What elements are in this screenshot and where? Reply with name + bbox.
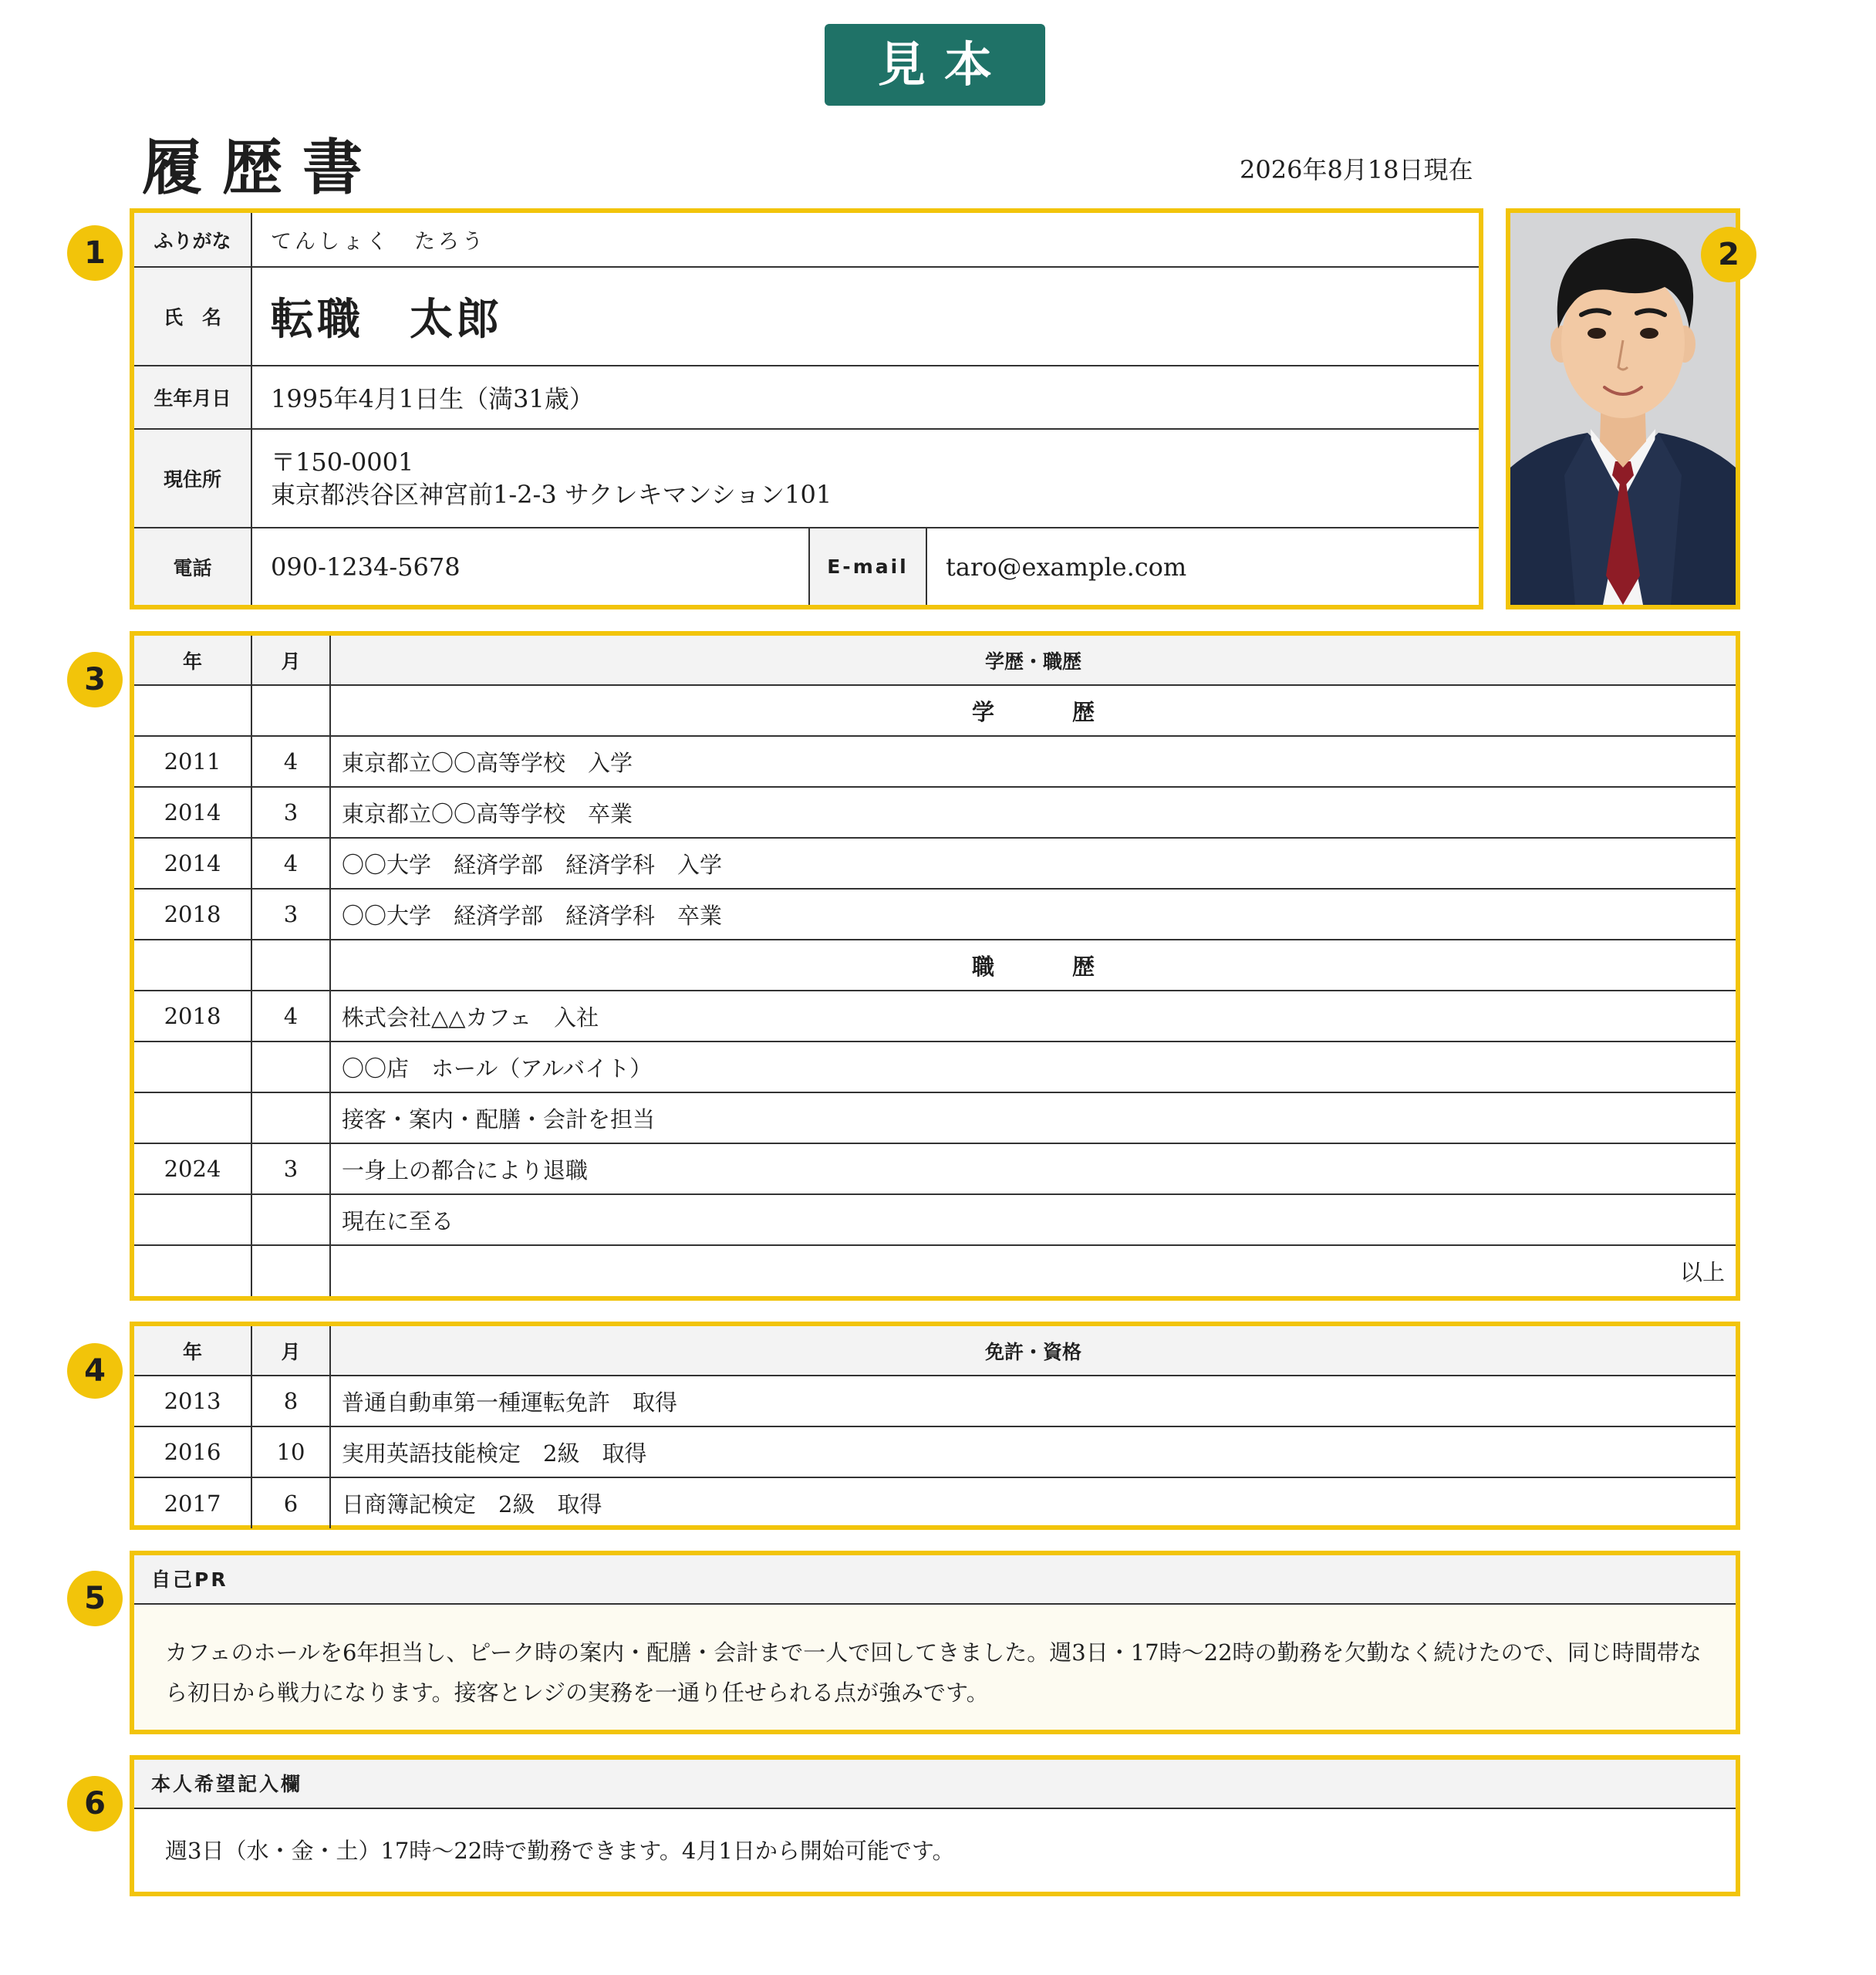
month-cell: 3 [251,1143,330,1194]
licenses-table [134,1326,1736,1528]
table-row [134,991,1736,1042]
year-cell: 2014 [134,838,251,889]
month-cell: 4 [251,838,330,889]
month-cell: 4 [251,736,330,787]
year-cell: 2014 [134,787,251,838]
self-pr-text: カフェのホールを6年担当し、ピーク時の案内・配膳・会計まで一人で回してきました。週3日・17時〜22時の勤務を欠勤なく続けたので、同じ時間帯なら初日から戦力になります。接客とレジの実務を一通り任せられる点が強みです。 [165,1639,1702,1706]
content-cell: 日商簿記検定 2級 取得 [330,1477,1736,1528]
phone-label: 電話 [134,528,251,605]
licenses-header-row [134,1326,1736,1376]
badge-5: 5 [67,1571,123,1626]
month-header: 月 [251,636,330,685]
table-row [134,1376,1736,1426]
personal-info-table [134,213,1479,605]
year-cell [134,1042,251,1092]
address-row [134,429,1479,528]
address-value [251,429,1479,528]
year-cell: 2013 [134,1376,251,1426]
birth-value: 1995年4月1日生（満31歳） [251,366,1479,429]
history-header-row [134,636,1736,685]
self-pr-section [130,1551,1740,1734]
content-cell: 実用英語技能検定 2級 取得 [330,1426,1736,1477]
month-cell: 6 [251,1477,330,1528]
month-cell [251,1194,330,1245]
email-value: taro@example.com [926,528,1479,605]
badge-6: 6 [67,1776,123,1832]
content-cell: 接客・案内・配膳・会計を担当 [330,1092,1736,1143]
content-cell: 〇〇大学 経済学部 経済学科 入学 [330,838,1736,889]
name-value: 転職 太郎 [251,267,1479,366]
year-cell: 2017 [134,1477,251,1528]
content-cell: 普通自動車第一種運転免許 取得 [330,1376,1736,1426]
address-line: 東京都渋谷区神宮前1-2-3 サクレキマンション101 [271,480,832,509]
table-row [134,736,1736,787]
year-header: 年 [134,1326,251,1376]
furigana-row [134,213,1479,267]
document-title: 履歴書 [142,133,383,203]
wishes-text: 週3日（水・金・土）17時〜22時で勤務できます。4月1日から開始可能です。 [165,1838,955,1864]
content-cell: 株式会社△△カフェ 入社 [330,991,1736,1042]
self-pr-heading: 自己PR [134,1555,1736,1605]
phone-value: 090-1234-5678 [251,528,809,605]
month-cell: 3 [251,787,330,838]
year-cell: 2018 [134,889,251,940]
content-cell: 東京都立〇〇高等学校 卒業 [330,787,1736,838]
month-cell: 10 [251,1426,330,1477]
licenses-section [130,1322,1740,1530]
furigana-label: ふりがな [134,213,251,267]
personal-info-section [130,208,1483,609]
table-row [134,1092,1736,1143]
month-cell [251,1092,330,1143]
end-mark: 以上 [330,1245,1736,1296]
table-row [134,838,1736,889]
content-header: 免許・資格 [330,1326,1736,1376]
birth-label: 生年月日 [134,366,251,429]
month-cell: 3 [251,889,330,940]
table-row [134,787,1736,838]
history-section [130,631,1740,1301]
month-cell: 8 [251,1376,330,1426]
badge-2: 2 [1701,227,1756,282]
year-cell [134,1194,251,1245]
badge-4: 4 [67,1343,123,1399]
month-cell [251,1042,330,1092]
education-heading: 学 歴 [330,685,1736,736]
table-row [134,1042,1736,1092]
year-cell: 2018 [134,991,251,1042]
history-table [134,636,1736,1296]
wishes-heading: 本人希望記入欄 [134,1760,1736,1809]
postal-code: 〒150-0001 [271,447,414,477]
content-cell: 一身上の都合により退職 [330,1143,1736,1194]
year-cell: 2011 [134,736,251,787]
month-cell: 4 [251,991,330,1042]
table-row [134,889,1736,940]
table-row [134,1143,1736,1194]
birth-row [134,366,1479,429]
content-cell: 東京都立〇〇高等学校 入学 [330,736,1736,787]
content-cell: 〇〇大学 経済学部 経済学科 卒業 [330,889,1736,940]
month-header: 月 [251,1326,330,1376]
content-header: 学歴・職歴 [330,636,1736,685]
content-cell: 現在に至る [330,1194,1736,1245]
year-cell: 2016 [134,1426,251,1477]
education-heading-row [134,685,1736,736]
sample-banner: 見本 [825,24,1045,106]
table-row [134,1477,1736,1528]
table-row [134,1194,1736,1245]
end-row [134,1245,1736,1296]
document-date: 2026年8月18日現在 [1240,155,1473,184]
portrait-illustration [1510,213,1736,605]
wishes-section [130,1755,1740,1896]
work-heading: 職 歴 [330,940,1736,991]
address-label: 現住所 [134,429,251,528]
contact-row [134,528,1479,605]
badge-1: 1 [67,225,123,281]
year-cell: 2024 [134,1143,251,1194]
furigana-value: てんしょく たろう [251,213,1479,267]
work-heading-row [134,940,1736,991]
name-label: 氏 名 [134,267,251,366]
content-cell: 〇〇店 ホール（アルバイト） [330,1042,1736,1092]
table-row [134,1426,1736,1477]
email-label: E-mail [809,528,926,605]
name-row [134,267,1479,366]
badge-3: 3 [67,652,123,707]
year-header: 年 [134,636,251,685]
year-cell [134,1092,251,1143]
